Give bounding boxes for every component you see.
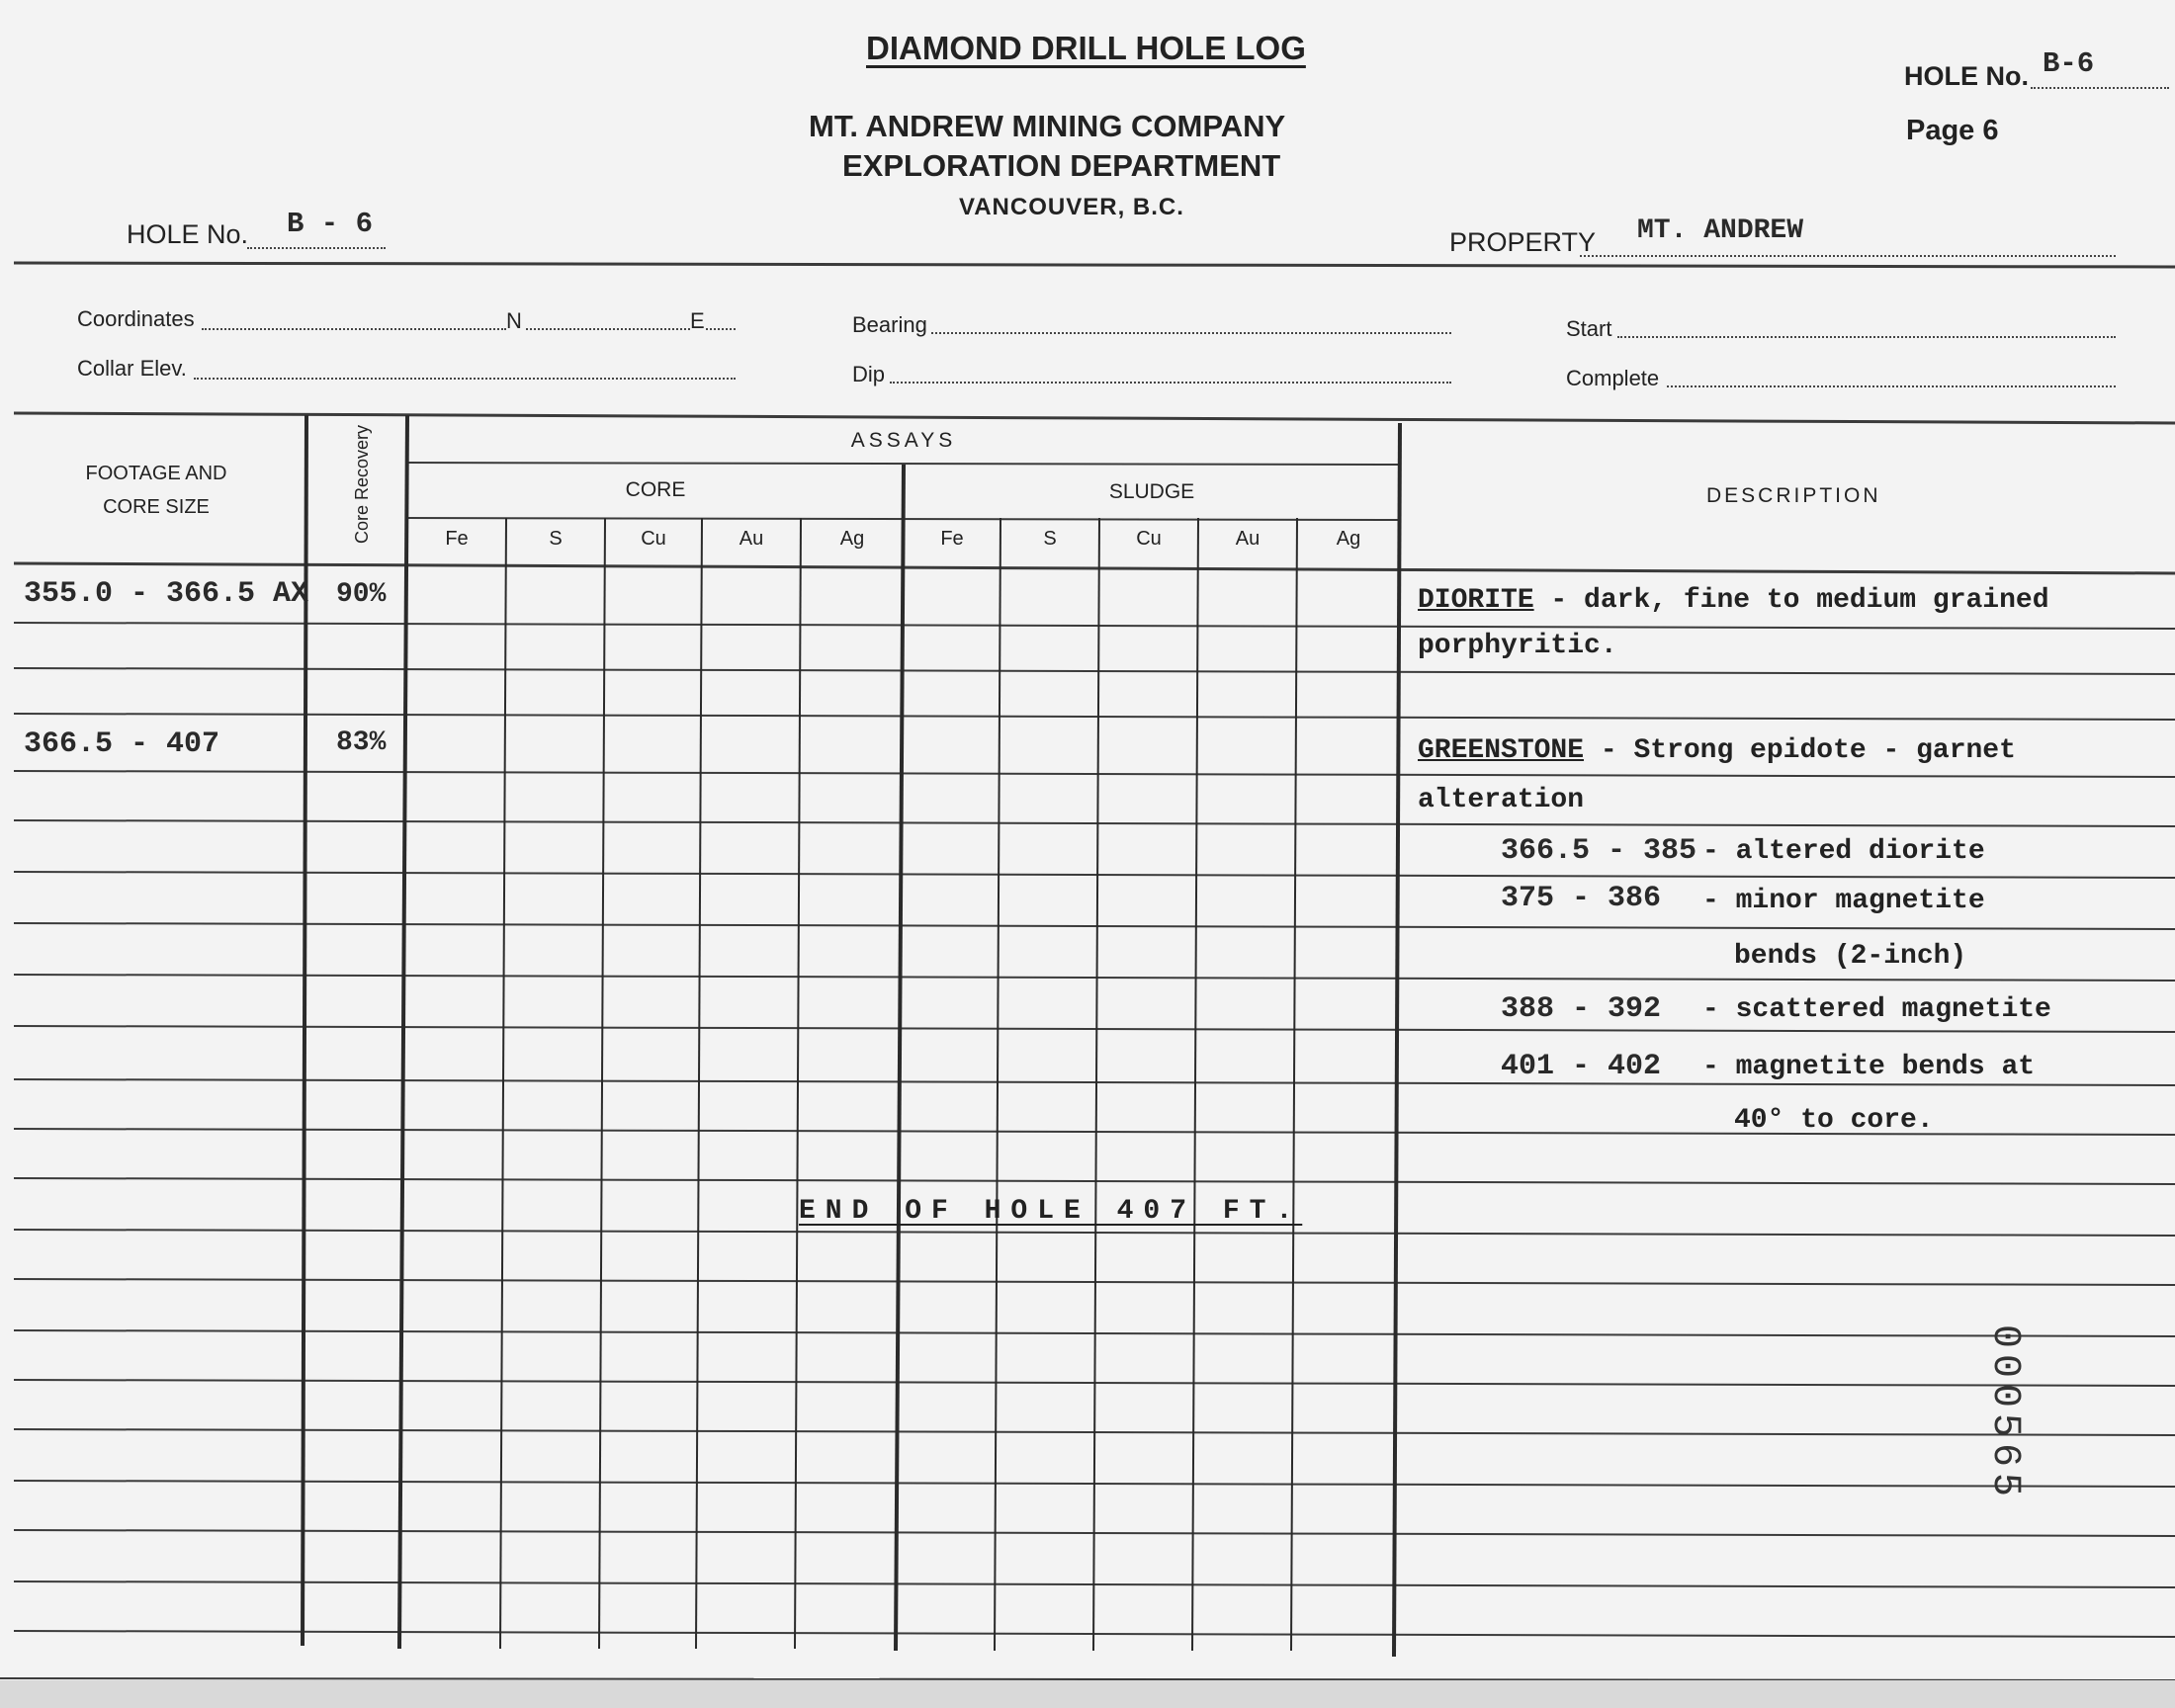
- row-line-3: [14, 714, 2175, 720]
- core-recovery-header: Core Recovery: [352, 424, 372, 545]
- start-label: Start: [1566, 316, 1612, 341]
- interval-text-4: - scattered magnetite: [1702, 994, 2051, 1025]
- row-line-7: [14, 923, 2175, 929]
- coordinates-label: Coordinates: [77, 306, 195, 331]
- footage-header-line2: CORE SIZE: [103, 496, 210, 518]
- row-line-8: [14, 975, 2175, 981]
- sludge-col-divider-2: [1093, 518, 1099, 1651]
- row-line-6: [14, 872, 2175, 878]
- collar-elevation-label: Collar Elev.: [77, 356, 187, 381]
- interval-range-5: 401 - 402: [1501, 1050, 1662, 1083]
- property-label: PROPERTY: [1449, 227, 1597, 257]
- row-line-4: [14, 771, 2175, 777]
- description-diorite: [1418, 585, 2049, 616]
- footage-entry-2: 366.5 - 407: [24, 727, 220, 761]
- sludge-col-divider-3: [1192, 518, 1198, 1651]
- interval-range-4: 388 - 392: [1501, 992, 1662, 1026]
- col-divider-description: [1394, 423, 1400, 1657]
- rock-name-greenstone: GREENSTONE: [1418, 735, 1585, 766]
- element-header-core-cu: Cu: [641, 528, 666, 550]
- company-name: MT. ANDREW MINING COMPANY: [809, 109, 1286, 143]
- description-greenstone: [1418, 735, 2016, 766]
- element-header-core-fe: Fe: [445, 528, 469, 550]
- interval-range-1: 366.5 - 385: [1501, 834, 1697, 868]
- property-value: MT. ANDREW: [1637, 215, 1804, 246]
- east-label: E: [690, 308, 705, 333]
- col-divider-sludge: [896, 465, 904, 1651]
- stamp-number: 000565: [1982, 1324, 2027, 1503]
- rock-name-diorite: DIORITE: [1418, 585, 1534, 616]
- element-header-core-au: Au: [739, 528, 764, 550]
- assays-rule: [407, 463, 1400, 465]
- department-name: EXPLORATION DEPARTMENT: [842, 148, 1281, 183]
- sludge-col-divider-1: [995, 518, 1000, 1651]
- core-col-divider-1: [500, 518, 506, 1649]
- complete-label: Complete: [1566, 366, 1660, 390]
- table-top-rule: [14, 413, 2175, 423]
- form-title: DIAMOND DRILL HOLE LOG: [866, 30, 1306, 66]
- interval-text-1: - altered diorite: [1702, 836, 1985, 867]
- sludge-header: SLUDGE: [1108, 480, 1195, 503]
- description-header: DESCRIPTION: [1706, 484, 1881, 507]
- element-header-sludge-fe: Fe: [940, 528, 964, 550]
- core-header: CORE: [625, 478, 686, 501]
- row-line-1: [14, 623, 2175, 629]
- element-header-sludge-au: Au: [1235, 528, 1261, 550]
- hole-number-value-top: B-6: [2043, 47, 2095, 80]
- core-col-divider-3: [696, 518, 702, 1649]
- interval-text-2: - minor magnetite: [1702, 886, 1985, 916]
- assays-header: ASSAYS: [850, 429, 957, 452]
- element-header-core-s: S: [549, 528, 563, 550]
- row-line-2: [14, 668, 2175, 674]
- recovery-entry-1: 90%: [336, 579, 387, 610]
- end-of-hole-note: END OF HOLE 407 FT.: [799, 1196, 1303, 1227]
- core-col-divider-2: [599, 518, 605, 1649]
- row-line-9: [14, 1026, 2175, 1032]
- sludge-col-divider-4: [1291, 518, 1297, 1651]
- footage-header-line1: FOOTAGE AND: [85, 463, 227, 484]
- column-header-rule: [14, 563, 2175, 573]
- bearing-label: Bearing: [852, 312, 927, 337]
- interval-text-3: bends (2-inch): [1734, 941, 1967, 972]
- element-header-sludge-s: S: [1043, 528, 1057, 550]
- element-header-core-ag: Ag: [839, 528, 865, 550]
- diorite-description: - dark, fine to medium grained: [1533, 585, 2049, 616]
- element-header-sludge-cu: Cu: [1136, 528, 1162, 550]
- row-line-13: [14, 1230, 2175, 1236]
- description-diorite-line2: porphyritic.: [1418, 631, 1617, 661]
- header-rule: [14, 263, 2175, 267]
- hole-number-label: HOLE No.: [127, 219, 249, 249]
- footage-header: [49, 457, 263, 524]
- recovery-entry-2: 83%: [336, 727, 387, 758]
- page-number: Page 6: [1906, 115, 1999, 146]
- hole-number-value: B - 6: [287, 208, 374, 240]
- footage-entry-1: 355.0 - 366.5 AX: [24, 577, 309, 611]
- city: VANCOUVER, B.C.: [959, 194, 1184, 220]
- interval-text-5: - magnetite bends at: [1702, 1052, 2036, 1082]
- row-line-12: [14, 1178, 2175, 1184]
- interval-text-6: 40° to core.: [1734, 1105, 1934, 1136]
- element-header-sludge-ag: Ag: [1336, 528, 1361, 550]
- dip-label: Dip: [852, 362, 886, 386]
- north-label: N: [506, 308, 522, 333]
- greenstone-description: - Strong epidote - garnet: [1584, 735, 2016, 766]
- sheet-bottom-edge: [0, 1678, 2175, 1680]
- core-col-divider-4: [795, 518, 801, 1649]
- col-divider-assays: [399, 415, 407, 1649]
- row-line-5: [14, 820, 2175, 826]
- interval-range-2: 375 - 386: [1501, 882, 1662, 915]
- description-greenstone-line2: alteration: [1418, 785, 1585, 815]
- hole-number-label-top: HOLE No.: [1904, 61, 2029, 91]
